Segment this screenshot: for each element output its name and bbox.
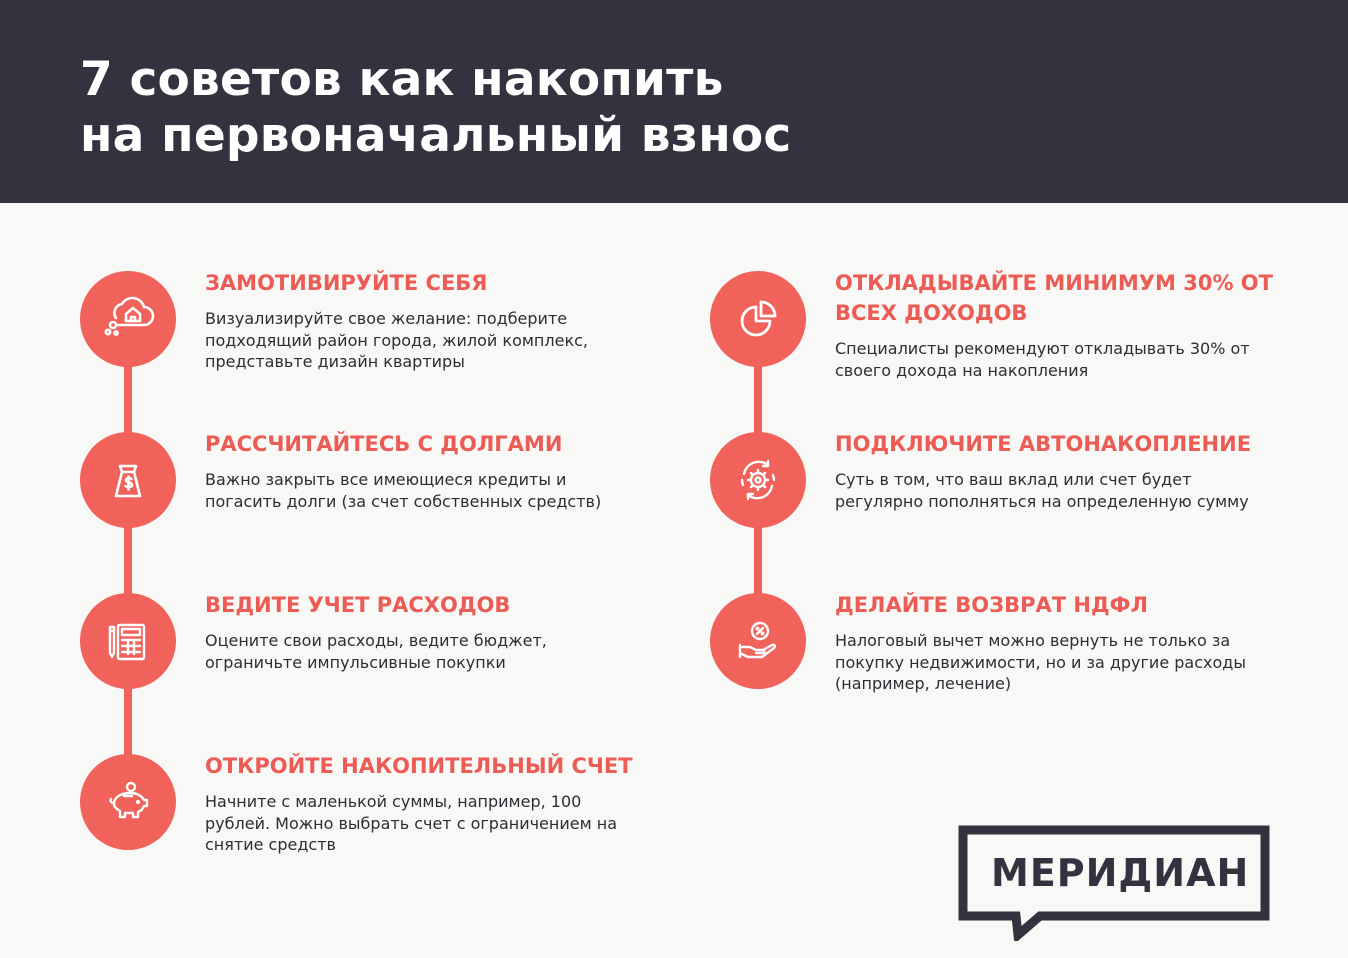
tip-title: ЗАМОТИВИРУЙТЕ СЕБЯ	[205, 271, 488, 295]
description-line: снятие средств	[205, 835, 336, 854]
title-line-2: на первоначальный взнос	[80, 108, 792, 163]
auto-gear-icon	[730, 452, 786, 508]
tip-description	[835, 469, 1249, 512]
description-line: рублей. Можно выбрать счет с ограничением на	[205, 813, 618, 833]
description-line: Оцените свои расходы, ведите бюджет,	[205, 631, 547, 650]
tip-description	[205, 791, 617, 856]
tip-title	[835, 268, 1273, 328]
tip-description	[205, 630, 547, 673]
description-line: Специалисты рекомендуют откладывать 30% от	[835, 339, 1250, 358]
tip-title: ОТКРОЙТЕ НАКОПИТЕЛЬНЫЙ СЧЕТ	[205, 754, 633, 778]
description-line: погасить долги (за счет собственных средств)	[205, 491, 602, 511]
description-line: покупку недвижимости, но и за другие расходы	[835, 652, 1246, 672]
description-line: ограничьте импульсивные покупки	[205, 652, 506, 672]
meridian-logo	[958, 825, 1270, 941]
description-line: Начните с маленькой суммы, например, 100	[205, 792, 582, 811]
description-line: представьте дизайн квартиры	[205, 352, 465, 371]
description-line: своего дохода на накопления	[835, 360, 1089, 380]
calculator-icon	[100, 613, 156, 669]
tip-icon-circle	[80, 593, 176, 689]
description-line: регулярно пополняться на определенную сумму	[835, 491, 1249, 511]
header-banner	[0, 0, 1348, 203]
description-line: (например, лечение)	[835, 674, 1012, 693]
tip-description	[835, 630, 1246, 695]
piggy-bank-icon	[100, 774, 156, 830]
hand-coin-percent-icon	[730, 613, 786, 669]
description-line: Налоговый вычет можно вернуть не только за	[835, 631, 1231, 650]
description-line: Важно закрыть все имеющиеся кредиты и	[205, 470, 567, 489]
tip-title: ВЕДИТЕ УЧЕТ РАСХОДОВ	[205, 593, 511, 617]
cloud-house-icon	[100, 291, 156, 347]
description-line: Визуализируйте свое желание: подберите	[205, 309, 568, 328]
description-line: подходящий район города, жилой комплекс,	[205, 330, 588, 350]
pie-chart-icon	[730, 291, 786, 347]
tip-description	[205, 469, 601, 512]
tip-icon-circle	[710, 432, 806, 528]
tip-description	[835, 338, 1250, 381]
tip-title: РАССЧИТАЙТЕСЬ С ДОЛГАМИ	[205, 432, 563, 456]
tip-icon-circle	[80, 432, 176, 528]
tip-title: ПОДКЛЮЧИТЕ АВТОНАКОПЛЕНИЕ	[835, 432, 1252, 456]
tip-title: ДЕЛАЙТЕ ВОЗВРАТ НДФЛ	[835, 593, 1148, 617]
money-bag-icon	[100, 452, 156, 508]
description-line: Суть в том, что ваш вклад или счет будет	[835, 470, 1192, 489]
logo-text: МЕРИДИАН	[991, 851, 1250, 895]
tip-title-line: ОТКЛАДЫВАЙТЕ МИНИМУМ 30% ОТ	[835, 271, 1273, 295]
tip-icon-circle	[80, 271, 176, 367]
page-title	[80, 52, 791, 164]
tip-title-line: ВСЕХ ДОХОДОВ	[835, 301, 1028, 325]
tip-icon-circle	[80, 754, 176, 850]
tip-icon-circle	[710, 271, 806, 367]
title-line-1: 7 советов как накопить	[80, 52, 724, 107]
tip-icon-circle	[710, 593, 806, 689]
tip-description	[205, 308, 588, 373]
